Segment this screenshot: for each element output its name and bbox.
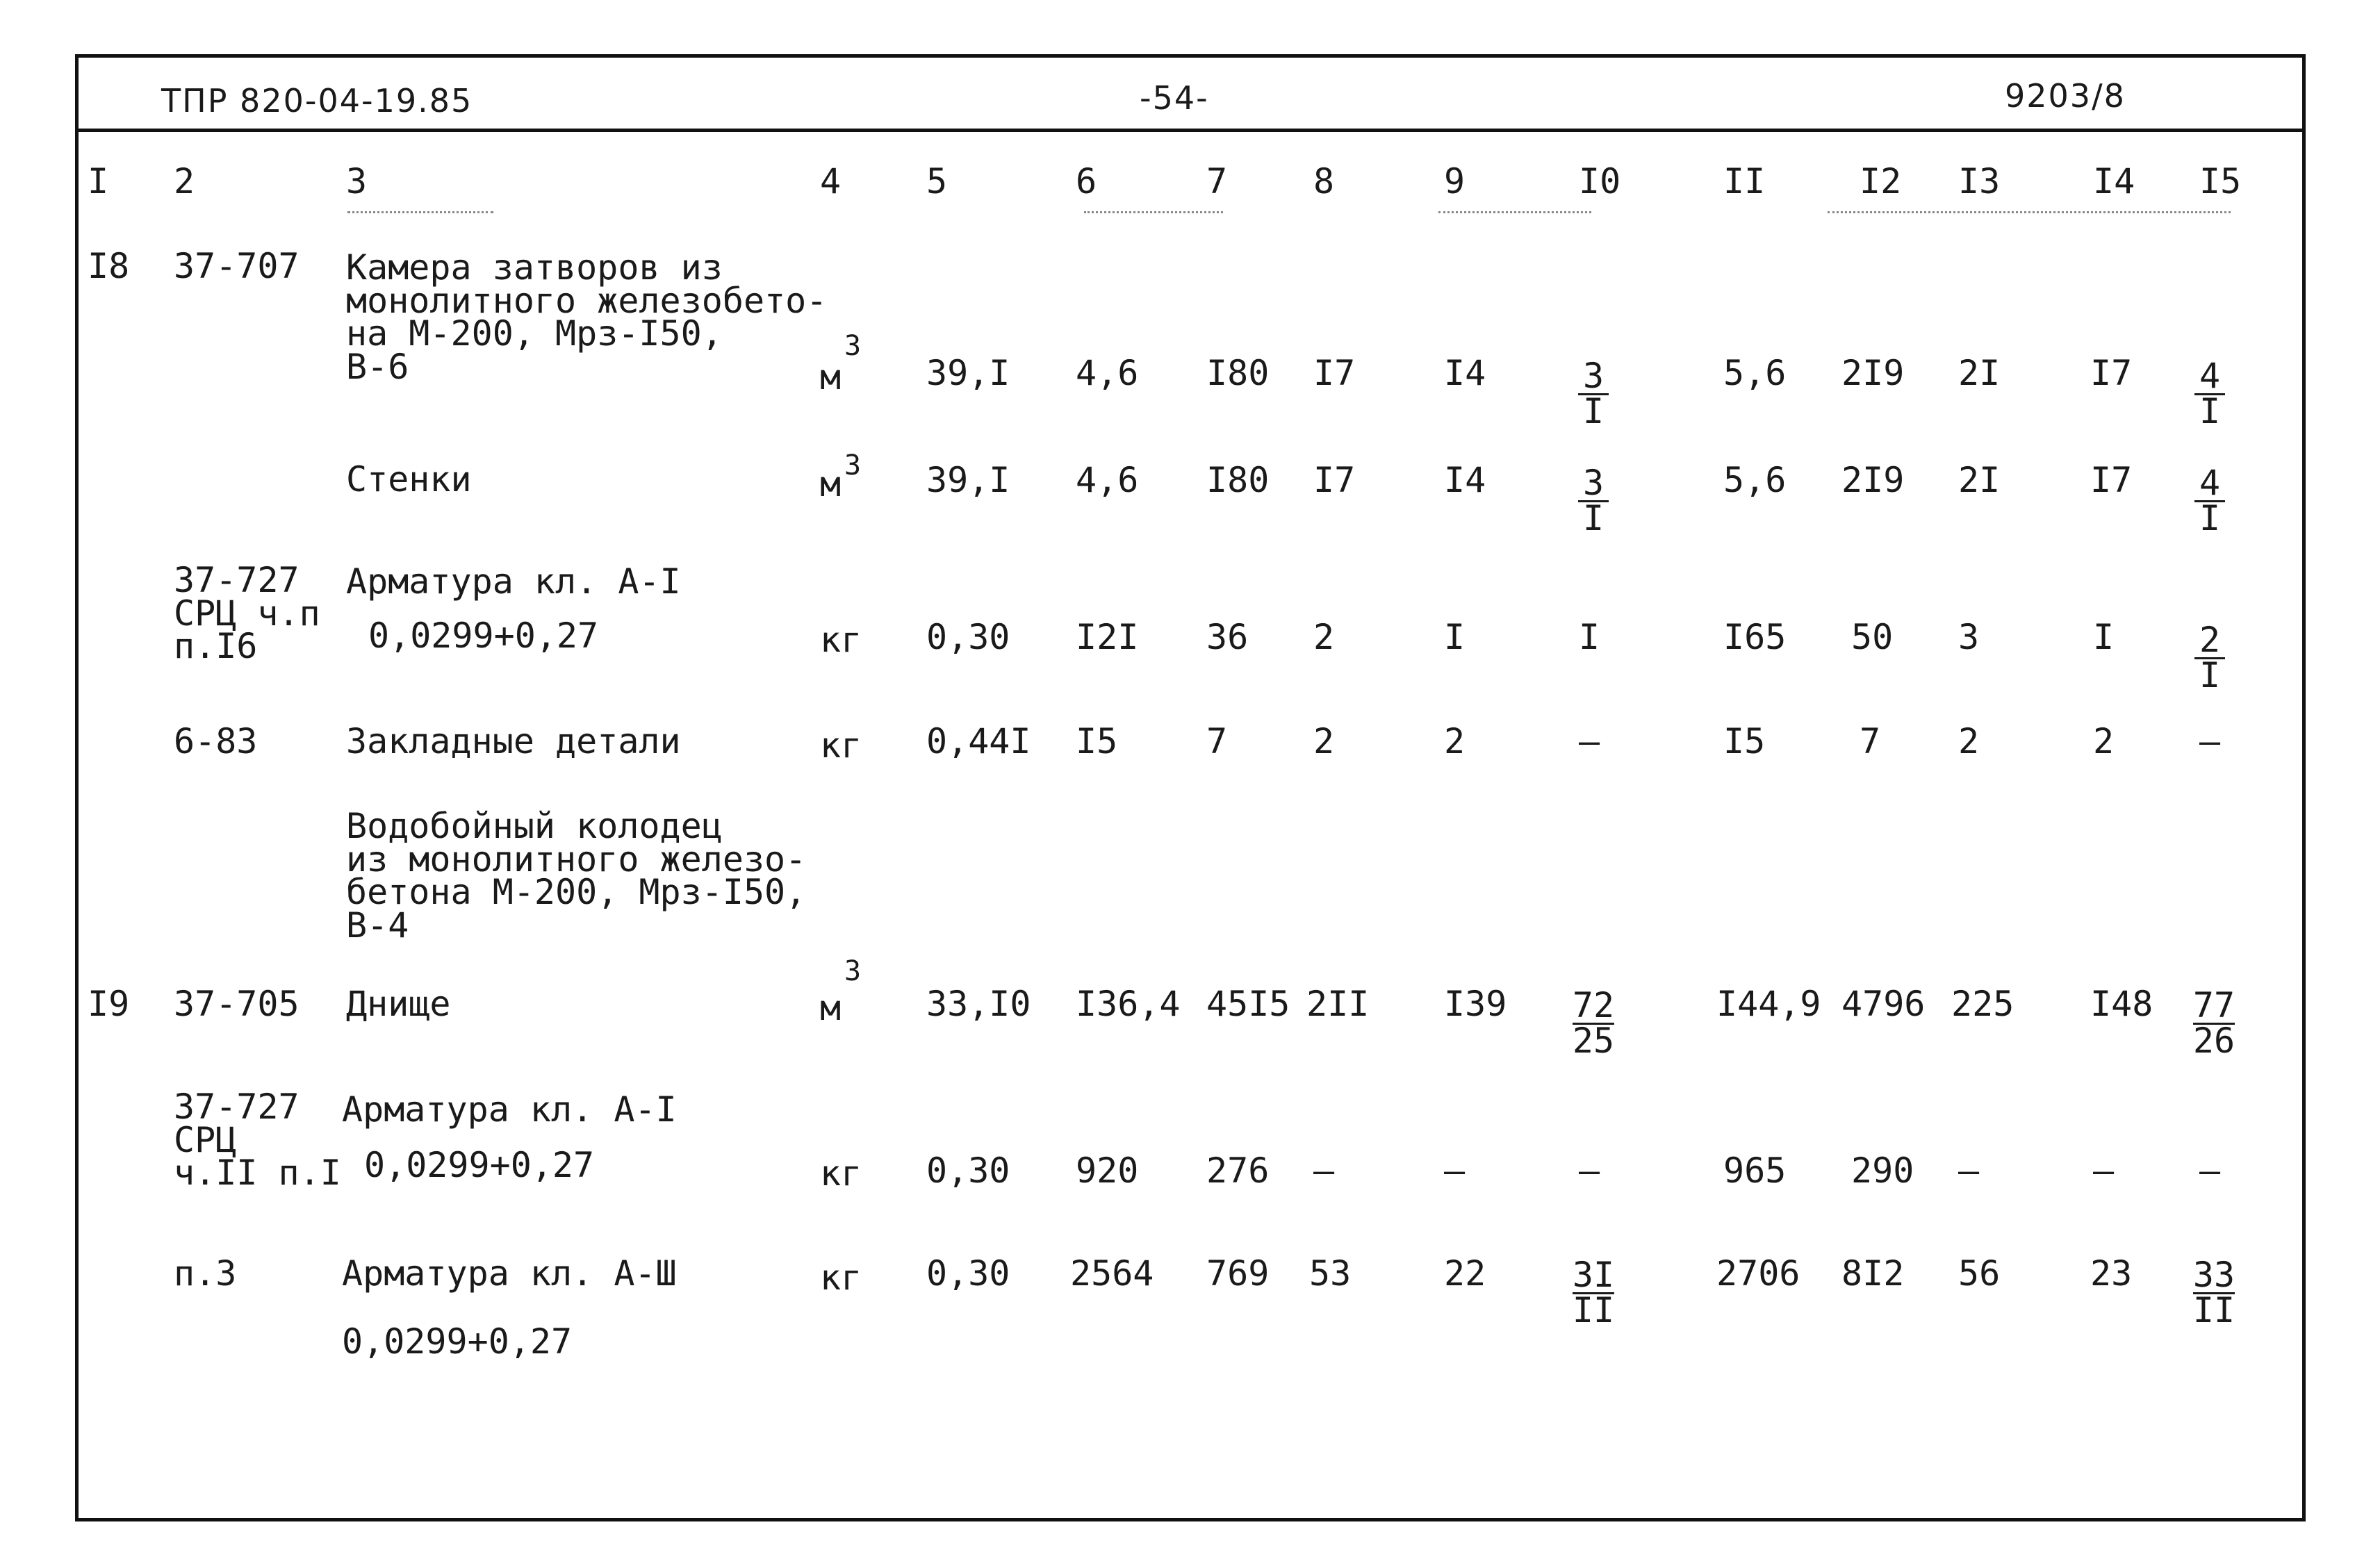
fraction-denominator: I [2199, 497, 2221, 538]
cell-col12: 50 [1851, 617, 1894, 657]
unit: м [820, 357, 842, 397]
cell-col15-fraction [2188, 985, 2240, 1061]
cell-col6: 2564 [1070, 1253, 1154, 1294]
cell-col15-fraction [2192, 463, 2227, 538]
header-underline [1084, 211, 1223, 213]
cell-col8: 2 [1313, 617, 1335, 657]
unit-superscript: 3 [844, 330, 862, 362]
cell-col7: 36 [1206, 617, 1249, 657]
section-heading: Водобойный колодец из монолитного железо- бетона М-200, Мрз-I50, В-4 [346, 806, 807, 946]
row-number: I8 [88, 246, 130, 286]
cell-col8: 2 [1313, 721, 1335, 761]
fraction-denominator: I [1582, 497, 1605, 538]
header-underline [347, 211, 493, 213]
cell-col5: 0,30 [926, 617, 1010, 657]
cell-col13: 225 [1951, 984, 2014, 1024]
fraction-numerator: 3 [1582, 463, 1605, 503]
col-header: 4 [820, 161, 842, 201]
unit: м [820, 988, 842, 1028]
cell-col6: I5 [1076, 721, 1118, 761]
cell-col10-fraction [1576, 463, 1611, 538]
cell-col10-fraction [1576, 356, 1611, 431]
item-name: Днище [346, 984, 451, 1024]
page-number: -54- [1140, 79, 1209, 117]
row-number: I9 [88, 984, 130, 1024]
cell-col7: 45I5 [1206, 984, 1290, 1024]
cell-col12: 2I9 [1841, 353, 1905, 393]
cell-col8: – [1313, 1150, 1335, 1191]
col-header: I5 [2199, 161, 2242, 201]
norm-code: 37-727 СРЦ ч.II п.I [174, 1087, 341, 1193]
cell-col11: I5 [1723, 721, 1766, 761]
doc-code: ТПР 820-04-19.85 [161, 82, 473, 119]
col-header: 2 [174, 161, 195, 201]
fraction-denominator: I [2199, 654, 2221, 695]
sheet-code: 9203/8 [2005, 77, 2126, 115]
fraction-denominator: II [1572, 1289, 1615, 1330]
item-name: Камера затворов из монолитного железобето- на М-200, Мрз-I50, В-6 [346, 247, 828, 387]
unit: кг [820, 1153, 862, 1194]
cell-col7: I80 [1206, 460, 1270, 500]
unit: м [820, 464, 842, 504]
cell-col5: 39,I [926, 460, 1010, 500]
col-header: 9 [1444, 161, 1466, 201]
cell-col15: – [2199, 721, 2221, 761]
col-header: I4 [2093, 161, 2135, 201]
cell-col13: – [1958, 1150, 1980, 1191]
cell-col14: I7 [2090, 460, 2133, 500]
cell-col8: 2II [1306, 984, 1370, 1024]
cell-col15-fraction [2192, 620, 2227, 695]
cell-col7: 276 [1206, 1150, 1270, 1191]
item-formula: 0,0299+0,27 [364, 1145, 595, 1185]
cell-col12: 2I9 [1841, 460, 1905, 500]
cell-col9: 2 [1444, 721, 1466, 761]
cell-col11: 2706 [1716, 1253, 1800, 1294]
fraction-numerator: 3 [1582, 356, 1605, 396]
header-divider [75, 129, 2306, 132]
cell-col9: I39 [1444, 984, 1507, 1024]
fraction-denominator: I [2199, 390, 2221, 431]
col-header: 3 [346, 161, 368, 201]
fraction-numerator: 4 [2199, 463, 2221, 503]
fraction-denominator: 25 [1572, 1020, 1615, 1061]
cell-col9: I4 [1444, 460, 1486, 500]
cell-col13: 2 [1958, 721, 1980, 761]
fraction-denominator: 26 [2192, 1020, 2235, 1061]
norm-code: 37-705 [174, 984, 299, 1024]
cell-col10: I [1579, 617, 1600, 657]
cell-col14: 2 [2093, 721, 2115, 761]
unit: кг [820, 1257, 862, 1298]
col-header: I0 [1579, 161, 1621, 201]
cell-col14: 23 [2090, 1253, 2133, 1294]
cell-col6: 4,6 [1076, 460, 1139, 500]
cell-col5: 33,I0 [926, 984, 1031, 1024]
cell-col10-fraction [1567, 985, 1620, 1061]
fraction-denominator: I [1582, 390, 1605, 431]
item-name: Стенки [346, 459, 472, 500]
norm-code: 37-727 СРЦ ч.п п.I6 [174, 560, 320, 666]
cell-col7: I80 [1206, 353, 1270, 393]
cell-col15-fraction [2188, 1255, 2240, 1330]
unit: кг [820, 620, 862, 660]
cell-col11: 5,6 [1723, 353, 1787, 393]
cell-col13: 2I [1958, 353, 2001, 393]
cell-col5: 0,44I [926, 721, 1031, 761]
item-formula: 0,0299+0,27 [342, 1321, 573, 1362]
header-underline [1828, 211, 2231, 213]
fraction-numerator: 72 [1572, 985, 1615, 1025]
cell-col5: 0,30 [926, 1150, 1010, 1191]
col-header: I3 [1958, 161, 2001, 201]
fraction-numerator: 4 [2199, 356, 2221, 396]
cell-col11: 965 [1723, 1150, 1787, 1191]
col-header: 8 [1313, 161, 1335, 201]
cell-col12: 4796 [1841, 984, 1926, 1024]
cell-col9: I4 [1444, 353, 1486, 393]
cell-col7: 7 [1206, 721, 1228, 761]
cell-col8: 53 [1309, 1253, 1352, 1294]
cell-col15-fraction [2192, 356, 2227, 431]
item-name: Арматура кл. А-I [346, 561, 681, 602]
cell-col14: – [2093, 1150, 2115, 1191]
norm-code: 6-83 [174, 721, 258, 761]
col-header: 5 [926, 161, 948, 201]
col-header: II [1723, 161, 1766, 201]
header-underline [1438, 211, 1591, 213]
norm-code: п.3 [174, 1253, 237, 1294]
cell-col13: 56 [1958, 1253, 2001, 1294]
norm-code: 37-707 [174, 246, 299, 286]
cell-col11: 5,6 [1723, 460, 1787, 500]
item-name: Арматура кл. А-I [342, 1089, 677, 1130]
unit-superscript: 3 [844, 449, 862, 481]
cell-col10: – [1579, 721, 1600, 761]
item-formula: 0,0299+0,27 [368, 616, 599, 656]
cell-col12: 8I2 [1841, 1253, 1905, 1294]
item-name: Арматура кл. А-Ш [342, 1253, 677, 1294]
cell-col9: I [1444, 617, 1466, 657]
cell-col6: 4,6 [1076, 353, 1139, 393]
cell-col13: 2I [1958, 460, 2001, 500]
cell-col14: I7 [2090, 353, 2133, 393]
col-header: 7 [1206, 161, 1228, 201]
cell-col8: I7 [1313, 353, 1356, 393]
cell-col15: – [2199, 1150, 2221, 1191]
cell-col9: 22 [1444, 1253, 1486, 1294]
fraction-denominator: II [2192, 1289, 2235, 1330]
cell-col12: 7 [1860, 721, 1881, 761]
cell-col14: I48 [2090, 984, 2153, 1024]
unit: кг [820, 725, 862, 766]
cell-col6: 920 [1076, 1150, 1139, 1191]
col-header: I [88, 161, 109, 201]
fraction-numerator: 33 [2192, 1255, 2235, 1295]
fraction-numerator: 2 [2199, 620, 2221, 660]
cell-col6: I2I [1076, 617, 1139, 657]
cell-col11: I44,9 [1716, 984, 1821, 1024]
cell-col5: 39,I [926, 353, 1010, 393]
cell-col5: 0,30 [926, 1253, 1010, 1294]
cell-col10: – [1579, 1150, 1600, 1191]
cell-col11: I65 [1723, 617, 1787, 657]
cell-col10-fraction [1567, 1255, 1620, 1330]
item-name: Закладные детали [346, 721, 681, 761]
cell-col7: 769 [1206, 1253, 1270, 1294]
col-header: 6 [1076, 161, 1097, 201]
fraction-numerator: 77 [2192, 985, 2235, 1025]
cell-col8: I7 [1313, 460, 1356, 500]
cell-col6: I36,4 [1076, 984, 1181, 1024]
cell-col12: 290 [1851, 1150, 1914, 1191]
unit-superscript: 3 [844, 955, 862, 987]
col-header: I2 [1860, 161, 1902, 201]
cell-col14: I [2093, 617, 2115, 657]
fraction-numerator: 3I [1572, 1255, 1615, 1295]
cell-col9: – [1444, 1150, 1466, 1191]
cell-col13: 3 [1958, 617, 1980, 657]
